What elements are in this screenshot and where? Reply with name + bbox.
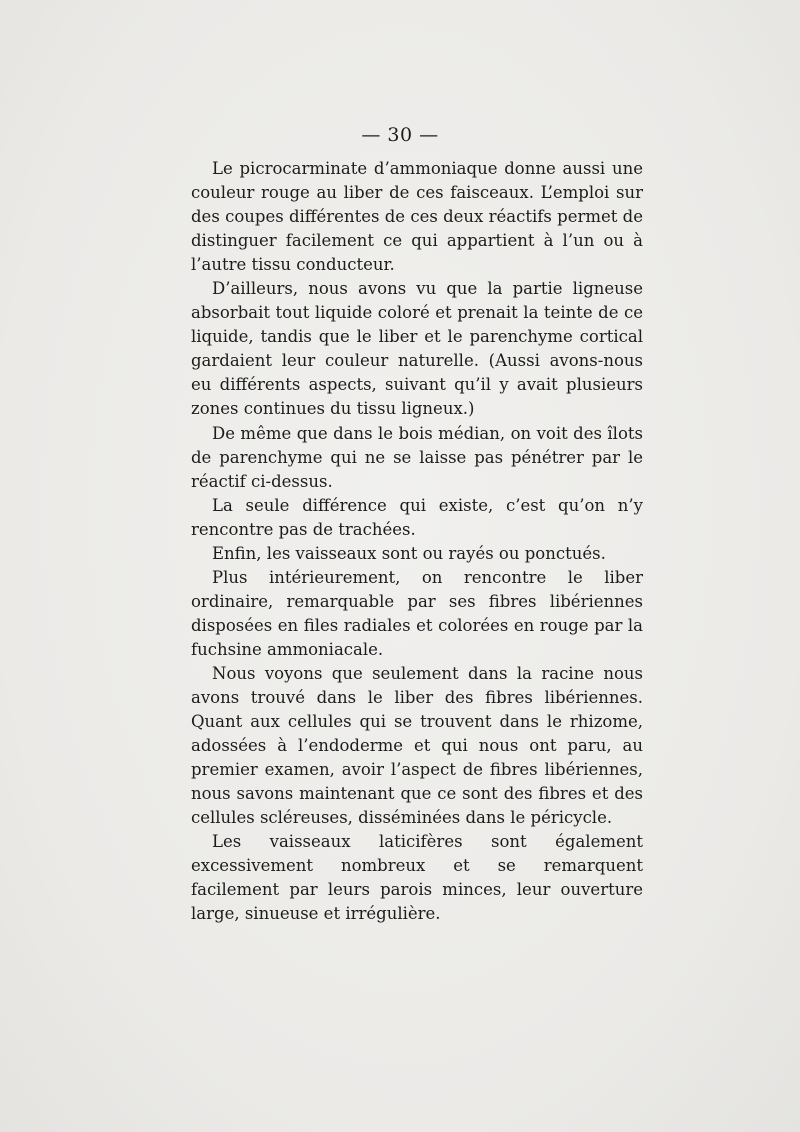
paragraph: D’ailleurs, nous avons vu que la partie ligneuse absorbait tout liquide coloré et prenait la teinte de ce liquide, tandis que le liber et le parenchyme cortical gardaient leur couleur naturelle. (Aussi avons-nous eu différents aspects, suivant qu’il y avait plusieurs zones continues du tissu ligneux.)	[191, 279, 643, 419]
paragraph: De même que dans le bois médian, on voit des îlots de parenchyme qui ne se laisse pas pénétrer par le réactif ci-dessus.	[191, 423, 643, 491]
paragraph: Enfin, les vaisseaux sont ou rayés ou ponctués.	[212, 543, 606, 563]
paragraph: La seule différence qui existe, c’est qu’on n’y rencontre pas de trachées.	[191, 495, 643, 539]
body-text	[191, 157, 643, 927]
paragraph: Les vaisseaux laticifères sont également excessivement nombreux et se remarquent facilement par leurs parois minces, leur ouverture large, sinueuse et irrégulière.	[191, 832, 643, 924]
paragraph: Le picrocarminate d’ammoniaque donne aussi une couleur rouge au liber de ces faisceaux. L’emploi sur des coupes différentes de ces deux réactifs permet de distinguer facilement ce qui appartient à l’un ou à l’autre tissu conducteur.	[191, 159, 643, 275]
paragraph: Nous voyons que seulement dans la racine nous avons trouvé dans le liber des fibres libériennes. Quant aux cellules qui se trouvent dans le rhizome, adossées à l’endoderme et qui nous ont paru, au premier examen, avoir l’aspect de fibres libériennes, nous savons maintenant que ce sont des fibres et des cellules scléreuses, disséminées dans le péricycle.	[191, 663, 643, 828]
paragraph: Plus intérieurement, on rencontre le liber ordinaire, remarquable par ses fibres libériennes disposées en files radiales et colorées en rouge par la fuchsine ammoniacale.	[191, 567, 643, 659]
page-number: — 30 —	[361, 124, 439, 146]
